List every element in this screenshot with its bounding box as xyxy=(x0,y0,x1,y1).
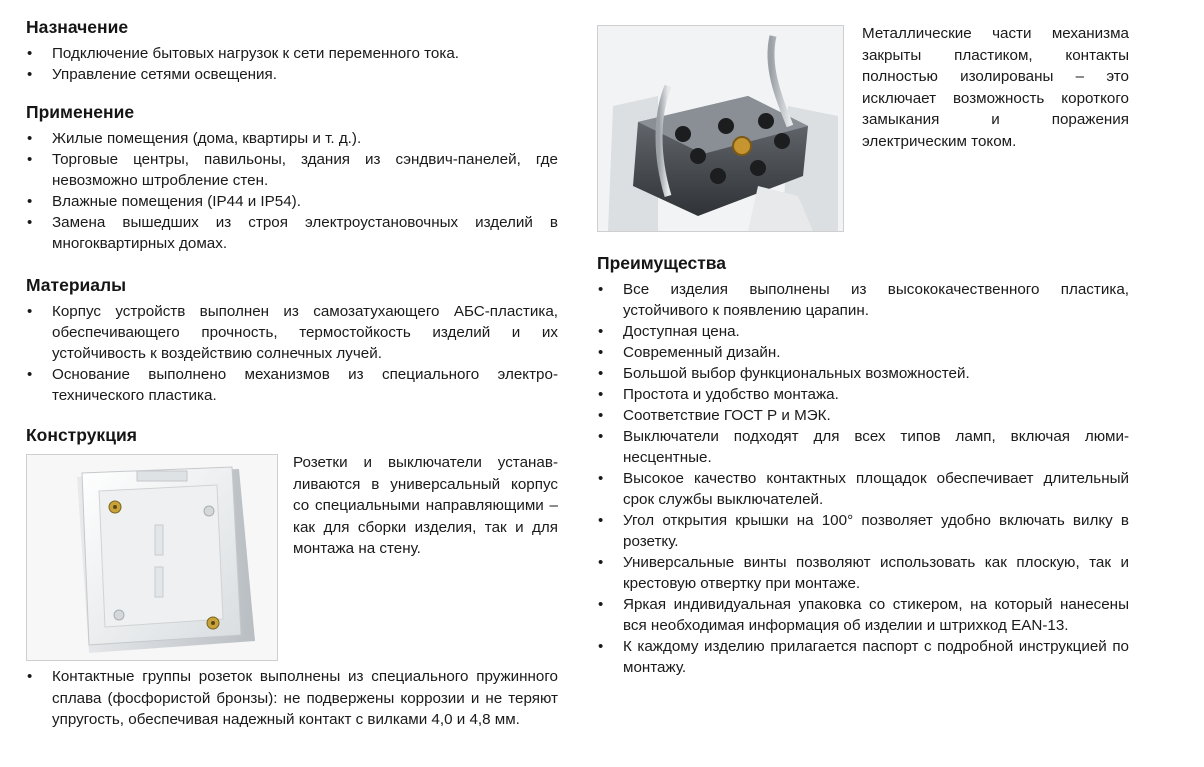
purpose-list xyxy=(26,43,558,85)
list-item: • Большой выбор функциональных возможностей. xyxy=(597,363,1129,384)
section-construction xyxy=(26,424,558,446)
list-item: • Контактные группы розеток выполнены из специального пружинного сплава (фосфористой бронзы): не подвержены коррозии и не теряют упругость, обеспечивая надежный контакт с вилками 4,0 и 4,8 мм. xyxy=(26,666,558,731)
mechanism-image xyxy=(598,26,843,231)
section-purpose xyxy=(26,16,558,85)
list-item: • Жилые помещения (дома, квартиры и т. д.). xyxy=(26,128,558,149)
list-item: • Управление сетями освещения. xyxy=(26,64,558,85)
section-application-title: Применение xyxy=(26,102,135,122)
list-item: • Яркая индивидуальная упаковка со стикером, на который нанесены вся необходимая информация об изделии и штрихкод EAN-13. xyxy=(597,594,1129,636)
list-item: • Торговые центры, павильоны, здания из сэндвич-панелей, где невозможно штробление стен. xyxy=(26,149,558,191)
section-construction-title: Конструкция xyxy=(26,425,137,445)
list-item: • Высокое качество контактных площадок обеспечивает длительный срок службы выключателей. xyxy=(597,468,1129,510)
list-item: • Универсальные винты позволяют использовать как плоскую, так и крестовую отвертку при монтаже. xyxy=(597,552,1129,594)
list-item: • Влажные помещения (IP44 и IP54). xyxy=(26,191,558,212)
construction-text: Розетки и выключатели устанавливаются в универсальный корпус со специальными направляющими – как для сборки изделия, так и для монтажа на стену. xyxy=(293,454,558,557)
mechanism-text: Металлические части механизма закрыты пластиком, контакты полностью изолированы – это исключает возможность короткого замыкания и поражения электрическим током. xyxy=(862,25,1129,150)
mechanism-photo xyxy=(597,25,844,232)
section-materials xyxy=(26,274,558,406)
list-item: • Замена вышедших из строя электроустановочных изделий в многоквартирных домах. xyxy=(26,212,558,254)
housing-photo xyxy=(26,454,278,661)
list-item: • Все изделия выполнены из высококачественного пластика, устойчивого к появлению царапин. xyxy=(597,279,1129,321)
section-application xyxy=(26,101,558,254)
list-item: • Угол открытия крышки на 100° позволяет удобно включать вилку в розетку. xyxy=(597,510,1129,552)
section-contacts xyxy=(26,666,558,731)
application-list xyxy=(26,128,558,254)
list-item: • Простота и удобство монтажа. xyxy=(597,384,1129,405)
advantages-list xyxy=(597,279,1129,678)
list-item: • Доступная цена. xyxy=(597,321,1129,342)
housing-image xyxy=(27,455,277,660)
section-advantages-title: Преимущества xyxy=(597,253,727,273)
materials-list xyxy=(26,301,558,406)
list-item: • Соответствие ГОСТ Р и МЭК. xyxy=(597,405,1129,426)
section-advantages xyxy=(597,252,1129,678)
list-item: • Подключение бытовых нагрузок к сети переменного тока. xyxy=(26,43,558,64)
construction-list xyxy=(26,666,558,731)
section-purpose-title: Назначение xyxy=(26,17,129,37)
list-item: • Современный дизайн. xyxy=(597,342,1129,363)
list-item: • Выключатели подходят для всех типов ламп, включая люминесцентные. xyxy=(597,426,1129,468)
list-item: • К каждому изделию прилагается паспорт с подробной инструкцией по монтажу. xyxy=(597,636,1129,678)
list-item: • Корпус устройств выполнен из самозатухающего АБС-пластика, обеспечивающего прочность, термостойкость изделий и их устойчивость к воздействию солнечных лучей. xyxy=(26,301,558,364)
list-item: • Основание выполнено механизмов из специального электротехнического пластика. xyxy=(26,364,558,406)
section-materials-title: Материалы xyxy=(26,275,127,295)
